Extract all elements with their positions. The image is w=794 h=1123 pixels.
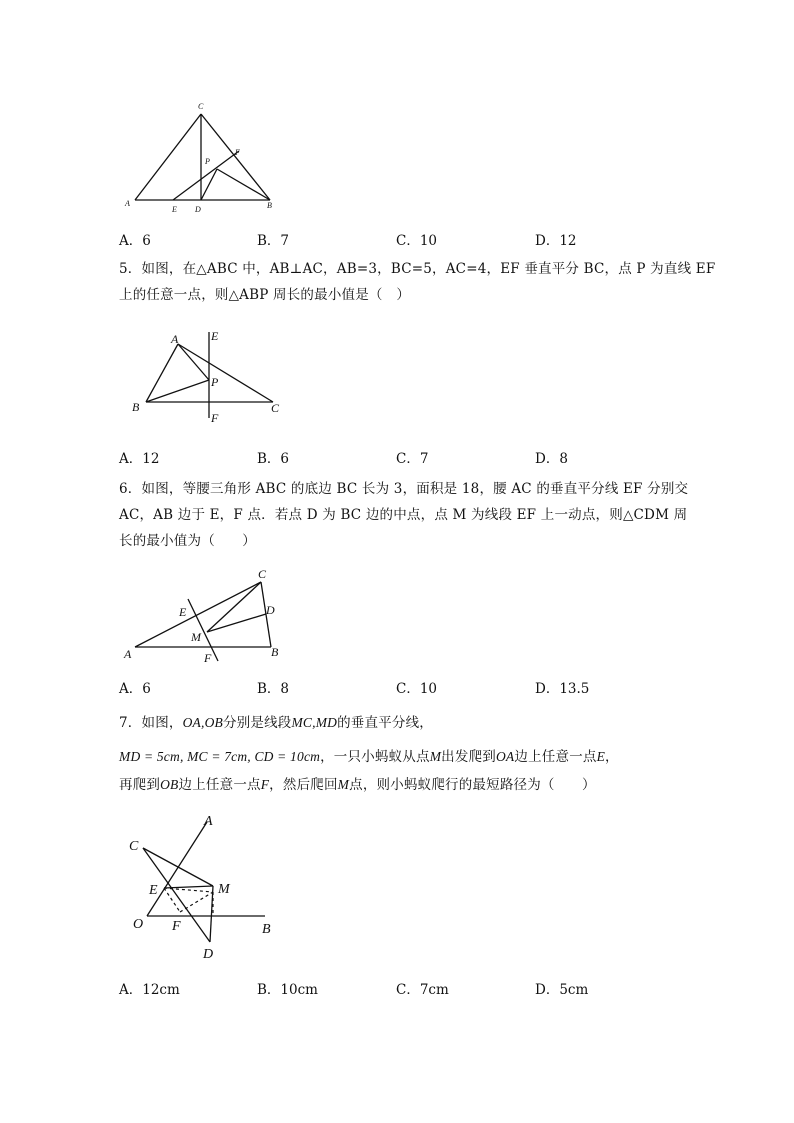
q7-l1-math: OA,OB bbox=[182, 715, 223, 730]
q7-l1-prefix: 7．如图， bbox=[119, 715, 183, 731]
label-A: A bbox=[124, 647, 132, 661]
q7-l3-text3: ，然后爬回 bbox=[269, 777, 338, 793]
label-F: F bbox=[172, 919, 181, 934]
label-E: E bbox=[179, 605, 187, 619]
label-E: E bbox=[172, 205, 177, 214]
figure-q4 bbox=[115, 100, 290, 218]
q7-line1 bbox=[119, 706, 679, 740]
label-D: D bbox=[266, 603, 275, 617]
label-B: B bbox=[262, 922, 271, 937]
q7-option-b[interactable]: B．10cm bbox=[257, 982, 318, 998]
label-A: A bbox=[204, 814, 213, 829]
q5-option-a[interactable]: A．12 bbox=[119, 451, 160, 467]
q7-l1-math2: MC,MD bbox=[291, 715, 338, 730]
q6-options bbox=[119, 677, 719, 697]
q7-option-d[interactable]: D．5cm bbox=[535, 982, 589, 998]
q6-option-b[interactable]: B．8 bbox=[257, 681, 290, 697]
label-B: B bbox=[132, 400, 140, 414]
q6-option-d[interactable]: D．13.5 bbox=[535, 681, 590, 697]
q6-text bbox=[119, 476, 689, 554]
q7-l2-text: ，一只小蚂蚁从点 bbox=[320, 749, 430, 765]
q7-l2-math: MD = 5cm, MC = 7cm, CD = 10cm bbox=[119, 749, 321, 764]
label-F: F bbox=[211, 411, 219, 425]
q4-option-b[interactable]: B．7 bbox=[257, 233, 290, 249]
label-F: F bbox=[235, 148, 240, 157]
q7-l3-F: F bbox=[260, 777, 270, 792]
label-A: A bbox=[125, 199, 130, 208]
label-C: C bbox=[271, 401, 280, 415]
label-P: P bbox=[211, 375, 219, 389]
q7-l2-E: E bbox=[596, 749, 606, 764]
q7-l2-M: M bbox=[429, 749, 442, 764]
q4-options bbox=[119, 229, 719, 249]
label-C: C bbox=[258, 567, 267, 581]
q4-option-d[interactable]: D．12 bbox=[535, 233, 577, 249]
q6-line2: AC，AB 边于 E，F 点．若点 D 为 BC 边的中点，点 M 为线段 EF 上一动点，则△CDM 周 bbox=[119, 507, 688, 523]
q4-option-c[interactable]: C．10 bbox=[396, 233, 438, 249]
q7-l2-text3: 边上任意一点 bbox=[514, 749, 597, 765]
q7-l3-text4: 点，则小蚂蚁爬行的最短路径为（ ） bbox=[349, 777, 596, 793]
q6-option-a[interactable]: A．6 bbox=[119, 681, 151, 697]
q7-line3 bbox=[119, 768, 679, 802]
q5-line2: 上的任意一点，则△ABP 周长的最小值是（ ） bbox=[119, 287, 411, 303]
q7-option-a[interactable]: A．12cm bbox=[119, 982, 180, 998]
label-M: M bbox=[191, 630, 201, 644]
figure-q7 bbox=[125, 808, 285, 963]
label-C: C bbox=[198, 102, 204, 111]
q5-text bbox=[119, 256, 716, 308]
label-E: E bbox=[149, 883, 158, 898]
label-D: D bbox=[195, 205, 201, 214]
label-O: O bbox=[133, 917, 144, 932]
label-A: A bbox=[171, 332, 179, 346]
q7-options bbox=[119, 978, 719, 998]
label-E: E bbox=[211, 329, 219, 343]
q7-l3-OB: OB bbox=[160, 777, 179, 792]
q7-l3-text2: 边上任意一点 bbox=[178, 777, 261, 793]
q4-option-a[interactable]: A．6 bbox=[119, 233, 151, 249]
q6-line1: 6．如图，等腰三角形 ABC 的底边 BC 长为 3，面积是 18，腰 AC 的垂直平分线 EF 分别交 bbox=[119, 481, 689, 497]
q5-line1: 5．如图，在△ABC 中，AB⊥AC，AB=3，BC=5，AC=4，EF 垂直平分 BC，点 P 为直线 EF bbox=[119, 261, 716, 277]
q7-l2-text2: 出发爬到 bbox=[441, 749, 496, 765]
q5-option-b[interactable]: B．6 bbox=[257, 451, 290, 467]
q7-option-c[interactable]: C．7cm bbox=[396, 982, 449, 998]
label-M: M bbox=[218, 882, 230, 897]
label-C: C bbox=[129, 839, 139, 854]
q5-option-d[interactable]: D．8 bbox=[535, 451, 568, 467]
q6-line3: 长的最小值为（ ） bbox=[119, 533, 256, 549]
label-B: B bbox=[267, 201, 272, 210]
q6-option-c[interactable]: C．10 bbox=[396, 681, 438, 697]
q7-l2-OA: OA bbox=[495, 749, 515, 764]
label-D: D bbox=[203, 947, 214, 962]
figure-q6 bbox=[115, 566, 295, 668]
q7-l2-end: ， bbox=[605, 749, 619, 765]
q7-l3-text: 再爬到 bbox=[119, 777, 161, 793]
label-B: B bbox=[271, 645, 279, 659]
q7-l3-M: M bbox=[337, 777, 350, 792]
figure-q5 bbox=[125, 326, 295, 426]
q7-text bbox=[119, 706, 679, 802]
label-F: F bbox=[204, 651, 212, 665]
label-P: P bbox=[205, 157, 210, 166]
q5-options bbox=[119, 447, 719, 467]
q7-l1-suffix: 的垂直平分线， bbox=[337, 715, 433, 731]
q5-option-c[interactable]: C．7 bbox=[396, 451, 429, 467]
q7-l1-mid: 分别是线段 bbox=[222, 715, 292, 731]
